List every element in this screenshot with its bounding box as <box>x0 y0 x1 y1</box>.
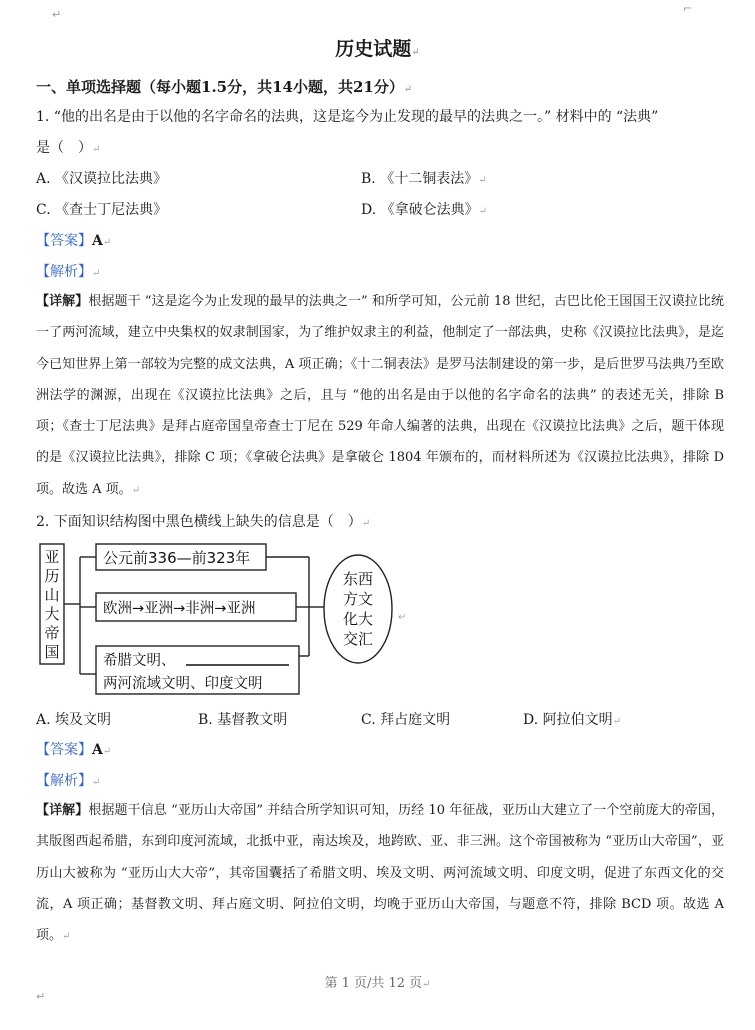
q1-analysis-label: 【解析】↵ <box>36 264 101 280</box>
page-footer: 第 1 页/共 12 页↵ <box>324 976 431 991</box>
knowledge-structure-diagram <box>36 538 426 698</box>
paragraph-mark: ↵ <box>52 8 62 21</box>
oval-text: 方文 <box>342 590 374 608</box>
q1-answer: 【答案】A↵ <box>36 233 112 249</box>
q1-stem-line2: 是（ ）↵ <box>36 140 101 156</box>
q2-option-b: B. 基督教文明 <box>198 712 288 728</box>
oval-text: 交汇 <box>342 630 374 648</box>
q2-answer: 【答案】A↵ <box>36 742 112 758</box>
section-heading: 一、单项选择题（每小题1.5分，共14小题，共21分）↵ <box>36 78 413 96</box>
q1-option-b: B. 《十二铜表法》↵ <box>361 171 487 187</box>
q1-option-d: D. 《拿破仑法典》↵ <box>361 202 488 218</box>
route-box-text: 欧洲→亚洲→非洲→亚洲 <box>103 601 256 617</box>
q1-option-a: A. 《汉谟拉比法典》 <box>36 171 168 187</box>
oval-text: 化大 <box>342 610 374 628</box>
empire-char: 亚 <box>44 548 60 566</box>
civilization-box-line1: 希腊文明、 <box>103 653 176 669</box>
time-box-text: 公元前336—前323年 <box>103 549 251 567</box>
corner-mark: ⌐ <box>683 2 693 15</box>
q1-detail: 【详解】根据题干 “这是迄今为止发现的最早的法典之一” 和所学可知，公元前 18 世纪，古巴比伦王国国王汉谟拉比统一了两河流域，建立中央集权的奴隶制国家，为了维护奴隶主的利益，他制定了一部法典，史称《汉谟拉比法典》，是迄今已知世界上第一部较为完整的成文法典，A 项正确；《十二铜表法》是罗马法制建设的第一步，是后世罗马法典乃至欧洲法学的渊源，出现在《汉谟拉比法典》之后，且与 “他的出名是由于以他的名字命名的法典” 的表述无关，排除 B 项；《查士丁尼法典》是拜占庭帝国皇帝查士丁尼在 529 年命人编著的法典，出现在《汉谟拉比法典》之后，题干体现的是《汉谟拉比法典》，排除 C 项；《拿破仑法典》是拿破仑 1804 年颁布的，而材料所述为《汉谟拉比法典》，排除 D 项。故选 A 项。↵ <box>36 294 724 497</box>
empire-char: 大 <box>44 605 60 623</box>
q1-option-c: C. 《查士丁尼法典》 <box>36 202 168 218</box>
q2-option-d: D. 阿拉伯文明↵ <box>523 712 622 728</box>
empire-char: 历 <box>44 567 60 585</box>
q1-stem-line1: 1. “他的出名是由于以他的名字命名的法典，这是迄今为止发现的最早的法典之一。” 材料中的 “法典” <box>36 109 659 125</box>
empire-char: 山 <box>44 586 60 604</box>
oval-text: 东西 <box>342 570 374 588</box>
q2-option-c: C. 拜占庭文明 <box>361 712 451 728</box>
q2-analysis-label: 【解析】↵ <box>36 773 101 789</box>
page-title: 历史试题↵ <box>335 38 420 60</box>
q2-stem: 2. 下面知识结构图中黑色横线上缺失的信息是（ ）↵ <box>36 514 371 530</box>
paragraph-mark: ↵ <box>398 612 407 623</box>
paragraph-mark: ↵ <box>36 990 46 1003</box>
empire-char: 国 <box>44 643 60 661</box>
q2-detail: 【详解】根据题干信息 “亚历山大帝国” 并结合所学知识可知，历经 10 年征战，亚历山大建立了一个空前庞大的帝国，其版图西起希腊，东到印度河流域，北抵中亚，南达埃及，地跨欧、亚、非三洲。这个帝国被称为 “亚历山大帝国”，亚历山大被称为 “亚历山大大帝”，其帝国囊括了希腊文明、埃及文明、两河流域文明、印度文明，促进了东西文化的交流，A 项正确；基督教文明、拜占庭文明、阿拉伯文明，均晚于亚历山大帝国，与题意不符，排除 BCD 项。故选 A 项。↵ <box>36 803 724 944</box>
civilization-box-line2: 两河流域文明、印度文明 <box>103 676 263 692</box>
q2-option-a: A. 埃及文明 <box>36 712 112 728</box>
empire-char: 帝 <box>44 624 60 642</box>
